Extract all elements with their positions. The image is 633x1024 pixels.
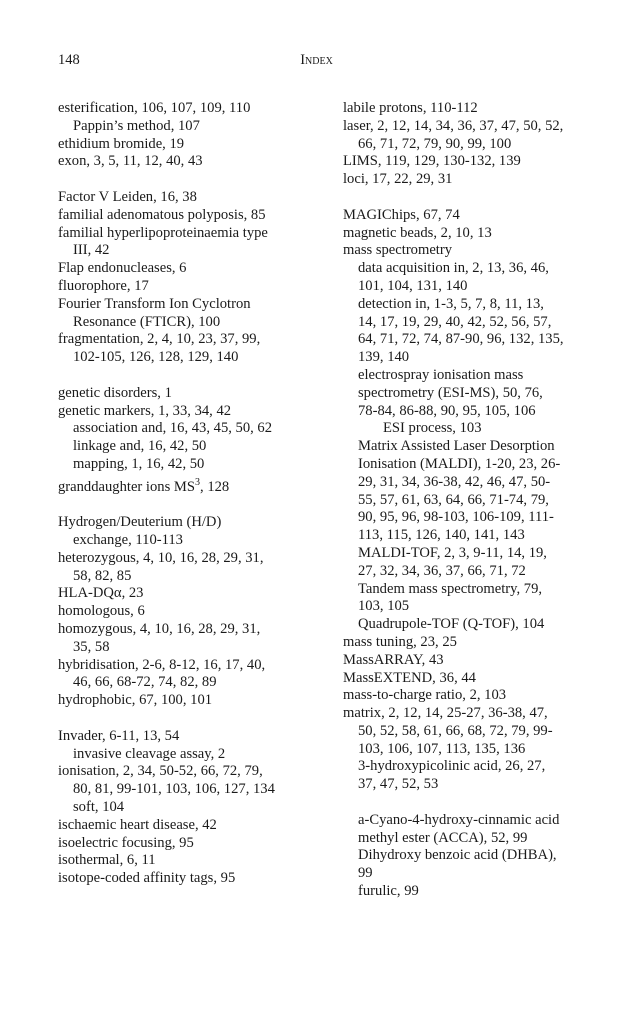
- entry-text: esterification, 106, 107, 109, 110: [58, 100, 251, 116]
- index-entry: [58, 603, 320, 621]
- index-subentry: [343, 830, 583, 848]
- entry-text: exchange, 110-113: [73, 531, 183, 548]
- entry-text: invasive cleavage assay, 2: [73, 745, 226, 762]
- entry-text: HLA-DQα, 23: [58, 585, 144, 602]
- index-entry: [58, 278, 320, 296]
- entry-text: loci, 17, 22, 29, 31: [343, 171, 453, 188]
- entry-text: 37, 47, 52, 53: [358, 776, 439, 793]
- index-subentry: [58, 118, 320, 136]
- entry-text: association and, 16, 43, 45, 50, 62: [73, 420, 273, 437]
- entry-text: fluorophore, 17: [58, 277, 149, 294]
- index-subentry: [343, 367, 583, 385]
- index-subentry: [343, 331, 583, 349]
- index-entry: [343, 705, 583, 723]
- index-subentry: [58, 532, 320, 550]
- entry-text: Matrix Assisted Laser Desorption: [358, 438, 555, 455]
- entry-text: Dihydroxy benzoic acid (DHBA),: [358, 847, 557, 864]
- page-number: 148: [58, 52, 80, 68]
- index-subentry: [343, 474, 583, 492]
- index-entry: [58, 550, 320, 568]
- entry-text: mass tuning, 23, 25: [343, 633, 457, 650]
- index-subentry: [343, 581, 583, 599]
- index-subentry: [58, 799, 320, 817]
- index-subentry: [343, 438, 583, 456]
- entry-text: ionisation, 2, 34, 50-52, 66, 72, 79,: [58, 763, 263, 780]
- entry-text: 78-84, 86-88, 90, 95, 105, 106: [358, 402, 536, 419]
- index-subentry: [58, 242, 320, 260]
- index-entry: [58, 225, 320, 243]
- index-subentry: [58, 438, 320, 456]
- index-entry: [58, 728, 320, 746]
- entry-text: Fourier Transform Ion Cyclotron: [58, 295, 251, 312]
- index-entry: [343, 634, 583, 652]
- entry-text: 29, 31, 34, 36-38, 42, 46, 47, 50-: [358, 473, 551, 490]
- entry-text: 103, 106, 107, 113, 135, 136: [358, 740, 526, 757]
- index-entry: [343, 153, 583, 171]
- entry-text: Factor V Leiden, 16, 38: [58, 188, 197, 205]
- entry-group-gap: [343, 189, 583, 207]
- index-subentry: [343, 509, 583, 527]
- entry-group-gap: [58, 496, 320, 514]
- entry-text: familial hyperlipoproteinaemia type: [58, 224, 268, 241]
- index-subentry: [343, 260, 583, 278]
- entry-text: a-Cyano-4-hydroxy-cinnamic acid: [358, 811, 560, 828]
- index-subentry: [343, 403, 583, 421]
- index-right-column: [343, 100, 583, 901]
- index-entry: [343, 171, 583, 189]
- entry-text: III, 42: [73, 242, 110, 259]
- index-subentry: [343, 349, 583, 367]
- entry-text: 35, 58: [73, 638, 110, 655]
- entry-text: methyl ester (ACCA), 52, 99: [358, 829, 528, 846]
- index-entry: [58, 835, 320, 853]
- entry-group-gap: [343, 794, 583, 812]
- entry-text: homologous, 6: [58, 603, 145, 620]
- index-entry: [58, 331, 320, 349]
- entry-text: mass-to-charge ratio, 2, 103: [343, 687, 507, 704]
- entry-text: 14, 17, 19, 29, 40, 42, 52, 56, 57,: [358, 313, 552, 330]
- index-subentry: [343, 420, 583, 438]
- index-entry: [58, 870, 320, 888]
- index-subentry: [343, 492, 583, 510]
- index-entry: [343, 100, 583, 118]
- index-subentry: [343, 598, 583, 616]
- index-subentry: [343, 278, 583, 296]
- entry-group-gap: [58, 710, 320, 728]
- index-subentry: [58, 349, 320, 367]
- index-entry: [58, 692, 320, 710]
- entry-text: MassARRAY, 43: [343, 651, 444, 668]
- index-subentry: [343, 741, 583, 759]
- index-entry: [58, 136, 320, 154]
- index-subentry: [343, 883, 583, 901]
- index-subentry: [343, 812, 583, 830]
- entry-text: 64, 71, 72, 74, 87-90, 96, 132, 135,: [358, 331, 564, 348]
- index-entry: [58, 585, 320, 603]
- entry-text: exon, 3, 5, 11, 12, 40, 43: [58, 153, 203, 170]
- entry-text: 102-105, 126, 128, 129, 140: [73, 349, 239, 366]
- index-subentry: [58, 314, 320, 332]
- entry-text: 66, 71, 72, 79, 90, 99, 100: [358, 135, 512, 152]
- entry-text: hybridisation, 2-6, 8-12, 16, 17, 40,: [58, 656, 266, 673]
- entry-text: 27, 32, 34, 36, 37, 66, 71, 72: [358, 562, 526, 579]
- index-entry: [58, 260, 320, 278]
- entry-text: Pappin’s method, 107: [73, 117, 200, 134]
- entry-text: MALDI-TOF, 2, 3, 9-11, 14, 19,: [358, 544, 547, 561]
- entry-text: 80, 81, 99-101, 103, 106, 127, 134: [73, 781, 275, 798]
- entry-text: Flap endonucleases, 6: [58, 260, 187, 277]
- index-subentry: [343, 545, 583, 563]
- entry-text: 50, 52, 58, 61, 66, 68, 72, 79, 99-: [358, 722, 553, 739]
- index-entry: [58, 657, 320, 675]
- entry-text: 113, 115, 126, 140, 141, 143: [358, 527, 525, 544]
- entry-group-gap: [58, 171, 320, 189]
- entry-text: mapping, 1, 16, 42, 50: [73, 455, 205, 472]
- index-subentry: [58, 568, 320, 586]
- index-entry: [58, 763, 320, 781]
- index-subentry: [343, 527, 583, 545]
- entry-pages: , 128: [200, 478, 230, 495]
- entry-text: 90, 95, 96, 98-103, 106-109, 111-: [358, 509, 554, 526]
- entry-text: 55, 57, 61, 63, 64, 66, 71-74, 79,: [358, 491, 549, 508]
- entry-text: isoelectric focusing, 95: [58, 834, 194, 851]
- running-head: Index: [300, 52, 333, 68]
- index-entry: [343, 652, 583, 670]
- index-subentry: [343, 616, 583, 634]
- entry-text: hydrophobic, 67, 100, 101: [58, 692, 213, 709]
- index-subentry: [343, 758, 583, 776]
- index-entry: [343, 670, 583, 688]
- entry-text: ischaemic heart disease, 42: [58, 816, 217, 833]
- index-entry: [58, 153, 320, 171]
- entry-text: homozygous, 4, 10, 16, 28, 29, 31,: [58, 620, 261, 637]
- index-subentry: [343, 385, 583, 403]
- index-subentry: [58, 781, 320, 799]
- entry-text: granddaughter ions MS: [58, 478, 196, 495]
- entry-text: 139, 140: [358, 349, 410, 366]
- entry-text: Quadrupole-TOF (Q-TOF), 104: [358, 616, 545, 633]
- entry-text: labile protons, 110-112: [343, 100, 478, 116]
- entry-text: MassEXTEND, 36, 44: [343, 669, 476, 686]
- index-subentry: [343, 136, 583, 154]
- entry-text: isotope-coded affinity tags, 95: [58, 870, 236, 887]
- entry-text: 101, 104, 131, 140: [358, 277, 468, 294]
- index-entry: [58, 817, 320, 835]
- entry-text: Ionisation (MALDI), 1-20, 23, 26-: [358, 455, 561, 472]
- index-subentry: [58, 456, 320, 474]
- index-entry: [58, 385, 320, 403]
- index-entry: [58, 474, 320, 497]
- index-subentry: [58, 639, 320, 657]
- entry-text: detection in, 1-3, 5, 7, 8, 11, 13,: [358, 295, 544, 312]
- index-subentry: [343, 776, 583, 794]
- index-entry: [58, 207, 320, 225]
- index-left-column: [58, 100, 320, 888]
- entry-text: heterozygous, 4, 10, 16, 28, 29, 31,: [58, 549, 264, 566]
- entry-text: Resonance (FTICR), 100: [73, 313, 221, 330]
- entry-text: soft, 104: [73, 798, 125, 815]
- entry-text: laser, 2, 12, 14, 34, 36, 37, 47, 50, 52,: [343, 117, 564, 134]
- entry-text: 58, 82, 85: [73, 567, 132, 584]
- entry-text: LIMS, 119, 129, 130-132, 139: [343, 153, 521, 170]
- index-entry: [343, 687, 583, 705]
- entry-text: 3-hydroxypicolinic acid, 26, 27,: [358, 758, 546, 775]
- entry-text: 103, 105: [358, 598, 410, 615]
- index-subentry: [343, 314, 583, 332]
- entry-text: Tandem mass spectrometry, 79,: [358, 580, 543, 597]
- entry-text: MAGIChips, 67, 74: [343, 206, 460, 223]
- entry-text: genetic disorders, 1: [58, 384, 172, 401]
- index-entry: [58, 100, 320, 118]
- index-entry: [58, 852, 320, 870]
- entry-text: electrospray ionisation mass: [358, 366, 524, 383]
- index-subentry: [58, 674, 320, 692]
- entry-text: Invader, 6-11, 13, 54: [58, 727, 180, 744]
- index-entry: [58, 621, 320, 639]
- entry-group-gap: [58, 367, 320, 385]
- entry-text: data acquisition in, 2, 13, 36, 46,: [358, 260, 549, 277]
- index-subentry: [343, 563, 583, 581]
- entry-text: genetic markers, 1, 33, 34, 42: [58, 402, 232, 419]
- index-entry: [58, 514, 320, 532]
- index-subentry: [343, 723, 583, 741]
- entry-text: linkage and, 16, 42, 50: [73, 438, 207, 455]
- entry-text: furulic, 99: [358, 883, 419, 900]
- index-entry: [343, 207, 583, 225]
- entry-text: 99: [358, 865, 373, 882]
- index-entry: [343, 242, 583, 260]
- index-subentry: [343, 847, 583, 865]
- entry-text: fragmentation, 2, 4, 10, 23, 37, 99,: [58, 331, 261, 348]
- index-subentry: [58, 420, 320, 438]
- entry-text: Hydrogen/Deuterium (H/D): [58, 514, 222, 531]
- entry-text: ESI process, 103: [383, 420, 482, 437]
- index-entry: [58, 403, 320, 421]
- entry-text: ethidium bromide, 19: [58, 135, 185, 152]
- entry-superscript: 3: [195, 476, 201, 488]
- entry-text: spectrometry (ESI-MS), 50, 76,: [358, 384, 543, 401]
- index-subentry: [343, 865, 583, 883]
- index-entry: [343, 118, 583, 136]
- entry-text: isothermal, 6, 11: [58, 852, 156, 869]
- entry-text: magnetic beads, 2, 10, 13: [343, 224, 492, 241]
- entry-text: 46, 66, 68-72, 74, 82, 89: [73, 674, 217, 691]
- entry-text: matrix, 2, 12, 14, 25-27, 36-38, 47,: [343, 705, 548, 722]
- index-entry: [58, 296, 320, 314]
- entry-text: mass spectrometry: [343, 242, 453, 259]
- index-subentry: [343, 296, 583, 314]
- index-subentry: [58, 746, 320, 764]
- index-entry: [343, 225, 583, 243]
- index-subentry: [343, 456, 583, 474]
- index-entry: [58, 189, 320, 207]
- entry-text: familial adenomatous polyposis, 85: [58, 206, 266, 223]
